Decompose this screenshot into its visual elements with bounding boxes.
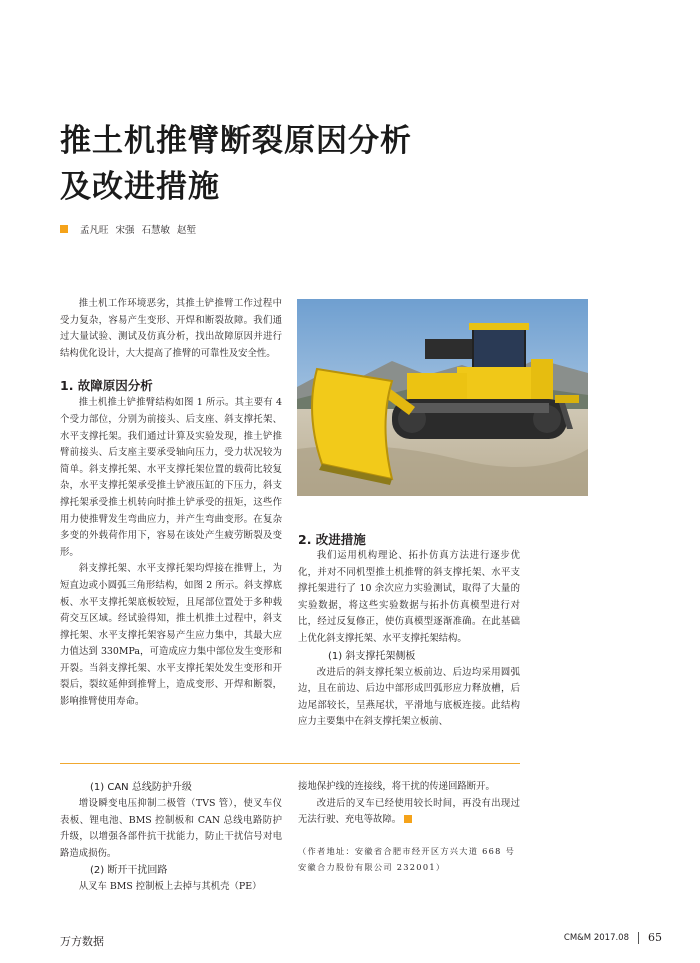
bottom-right-paragraph-1: 接地保护线的连接线，将干扰的传递回路断开。: [298, 781, 495, 792]
bottom-right-column: [298, 779, 520, 875]
footer-journal: [564, 931, 662, 944]
bulldozer-illustration: [297, 299, 588, 496]
title-line-1: 推土机推臂断裂原因分析: [60, 123, 412, 159]
bulldozer-photo: [297, 299, 588, 496]
orange-square-icon: [60, 225, 68, 233]
section2-heading: 2. 改进措施: [298, 532, 366, 547]
bottom-heading-1: (1) CAN 总线防护升级: [90, 782, 192, 793]
authors: 孟凡旺 宋强 石慧敏 赵堑: [80, 225, 197, 236]
footer-separator: [638, 932, 639, 944]
section1-paragraph-1: 推土机推土铲推臂结构如图 1 所示。其主要有 4 个受力部位，分别为前接头、后支座、斜支撑托架、水平支撑托架。我们通过计算及实验发现，推土铲推臂前接头、后支座主要承受轴向压力，受力状况较为简单。斜支撑托架、水平支撑托架位置的载荷比较复杂，水平支撑托架承受推土铲液压缸的下压力，斜支撑托架承受推土机转向时推土铲承受的扭矩，这些作用力使推臂发生弯曲应力，并产生弯曲变形。在复杂多变的外载荷作用下，容易在该处产生疲劳断裂及变形。: [60, 397, 282, 558]
section1-paragraph-2: 斜支撑托架、水平支撑托架均焊接在推臂上，为短直边或小圆弧三角形结构，如图 2 所示。斜支撑底板、水平支撑托架底板较短，且尾部位置处于多种载荷交互区域。经试验得知，推土机推土过程中，斜支撑托架、水平支撑托架容易产生应力集中，其最大应力值达到 330MPa，可造成应力集中部位发生变形和开裂。当斜支撑托架、水平支撑托架处发生变形和开裂后，裂纹延伸到推臂上，造成变形、开焊和断裂，影响推臂使用寿命。: [60, 563, 282, 708]
intro-paragraph: 推土机工作环境恶劣，其推土铲推臂工作过程中受力复杂，容易产生变形、开焊和断裂故障。我们通过大量试验、测试及仿真分析，找出故障原因并进行结构优化设计，大大提高了推臂的可靠性及安全性。: [60, 298, 282, 359]
footer-watermark: 万方数据: [60, 935, 104, 948]
section1-heading: 1. 故障原因分析: [60, 378, 153, 394]
page-number: 65: [648, 931, 662, 944]
subsection1-paragraph: 改进后的斜支撑托架立板前边、后边均采用圆弧边，且在前边、后边中部形成凹弧形应力释放槽，后边尾部较长，呈燕尾状，平滑地与底板连接。此结构应力主要集中在斜支撑托架立板前、: [298, 666, 520, 728]
bottom-heading-2: (2) 断开干扰回路: [90, 865, 168, 877]
section-divider: [60, 763, 520, 764]
bottom-paragraph-1: 增设瞬变电压抑制二极管（TVS 管），使叉车仪表板、锂电池、BMS 控制板和 CAN 总线电路防护升级，以增强各部件抗干扰能力，防止干扰信号对电路造成损伤。: [60, 798, 282, 859]
end-mark-icon: [404, 815, 412, 823]
section2-paragraph-1: 我们运用机构理论、拓扑仿真方法进行逐步优化，并对不同机型推土机推臂的斜支撑托架、水平支撑托架进行了 10 余次应力实验测试，取得了大量的实验数据，将这些实验数据与拓扑仿真模型进行对比，经过反复修正，使仿真模型逐渐准确。在此基础上优化斜支撑托架、水平支撑托架结构。: [298, 550, 520, 644]
author-address: [298, 843, 520, 875]
article-title: [60, 118, 620, 210]
bottom-right-paragraph-2-text: 改进后的叉车已经使用较长时间，再没有出现过无法行驶、充电等故障。: [298, 797, 520, 826]
journal-issue: CM&M 2017.08: [563, 932, 629, 943]
author-address-line-2: 安徽合力股份有限公司 232001）: [298, 861, 446, 872]
authors-row: [60, 222, 196, 236]
left-column: [60, 296, 282, 711]
bottom-paragraph-2: 从叉车 BMS 控制板上去掉与其机壳（PE）: [78, 881, 262, 893]
bottom-right-paragraph-2: [298, 796, 520, 829]
bottom-left-column: [60, 779, 282, 896]
author-address-line-1: （作者地址：安徽省合肥市经开区方兴大道 668 号: [298, 845, 516, 856]
right-column: [298, 531, 520, 731]
subsection1-heading: (1) 斜支撑托架侧板: [328, 650, 416, 662]
title-line-2: 及改进措施: [60, 169, 220, 205]
